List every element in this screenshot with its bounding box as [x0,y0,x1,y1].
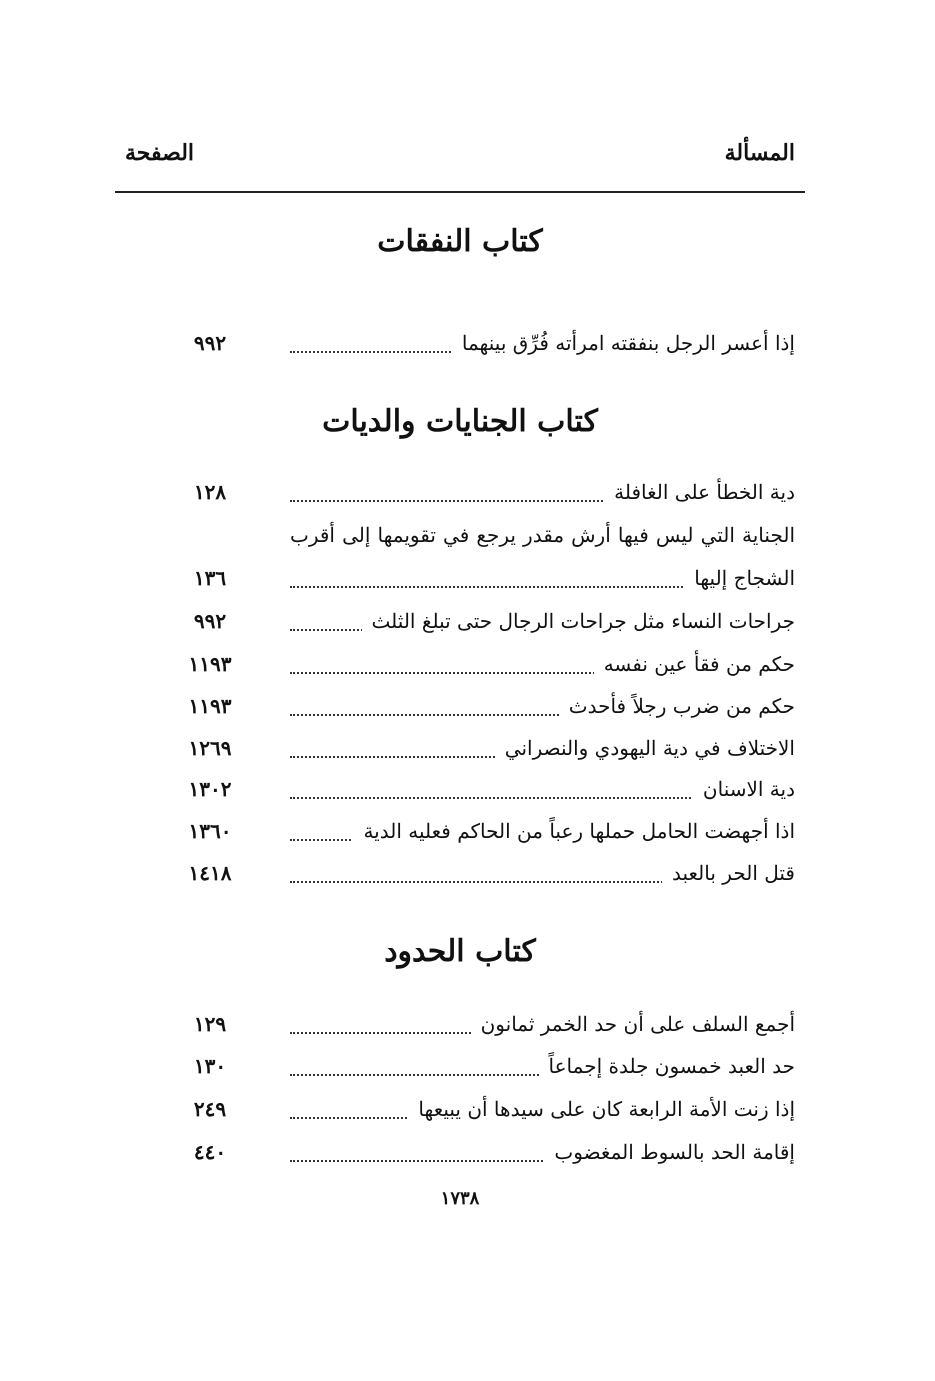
issue-column-heading: المسألة [724,140,795,166]
entry-page-number: ١٢٦٩ [188,736,232,760]
index-entry [180,652,795,686]
entry-text-line1: الجناية التي ليس فيها أرش مقدر يرجع في تقويمها إلى أقرب [290,523,795,547]
entry-text: إقامة الحد بالسوط المغضوب [544,1140,795,1164]
index-entry [180,777,795,811]
entry-page-number: ١٣٦ [193,566,227,590]
entry-text: حكم من ضرب رجلاً فأحدث [559,694,795,718]
index-entry [180,480,795,514]
footer-page-number: ١٧٣٨ [440,1188,480,1209]
header-divider [115,191,805,193]
entry-text: إذا زنت الأمة الرابعة كان على سيدها أن يبيعها [408,1097,795,1121]
entry-page-number: ٢٤٩ [193,1097,227,1121]
section-title-jinayat: كتاب الجنايات والديات [322,404,598,439]
index-entry [180,566,795,600]
index-entry [180,819,795,853]
index-entry [180,694,795,728]
index-entry [180,861,795,895]
entry-page-number: ١١٩٣ [188,694,232,718]
index-entry [180,736,795,770]
entry-page-number: ٩٩٢ [193,331,227,355]
entry-text: قتل الحر بالعبد [662,861,795,885]
entry-page-number: ١٢٨ [193,480,227,504]
index-header [115,140,805,174]
section-title-nafaqat: كتاب النفقات [377,224,543,259]
entry-text: اذا أجهضت الحامل حملها رعباً من الحاكم فعليه الدية [353,819,795,843]
entry-text: إذا أعسر الرجل بنفقته امرأته فُرِّق بينهما [452,331,795,355]
entry-page-number: ٩٩٢ [193,609,227,633]
entry-page-number: ١٣٠٢ [188,777,232,801]
entry-text: حد العبد خمسون جلدة إجماعاً [539,1054,795,1078]
page-column-heading: الصفحة [125,140,195,166]
entry-text: الاختلاف في دية اليهودي والنصراني [495,736,795,760]
entry-text: دية الاسنان [693,777,795,801]
entry-page-number: ١٣٦٠ [188,819,232,843]
index-entry [180,1012,795,1046]
section-title-hudud: كتاب الحدود [384,934,536,969]
entry-text: الشجاج إليها [684,566,795,590]
entry-text: دية الخطأ على الغافلة [604,480,795,504]
entry-page-number: ١٤١٨ [188,861,232,885]
index-entry [180,1097,795,1131]
entry-text: أجمع السلف على أن حد الخمر ثمانون [471,1012,795,1036]
entry-page-number: ١٢٩ [193,1012,227,1036]
index-entry [180,609,795,643]
index-entry [180,1054,795,1088]
entry-text: جراحات النساء مثل جراحات الرجال حتى تبلغ الثلث [362,609,795,633]
entry-page-number: ٤٤٠ [193,1140,227,1164]
entry-page-number: ١٣٠ [193,1054,227,1078]
entry-text: حكم من فقأ عين نفسه [594,652,795,676]
index-entry [180,331,795,365]
entry-page-number: ١١٩٣ [188,652,232,676]
index-entry [180,1140,795,1174]
